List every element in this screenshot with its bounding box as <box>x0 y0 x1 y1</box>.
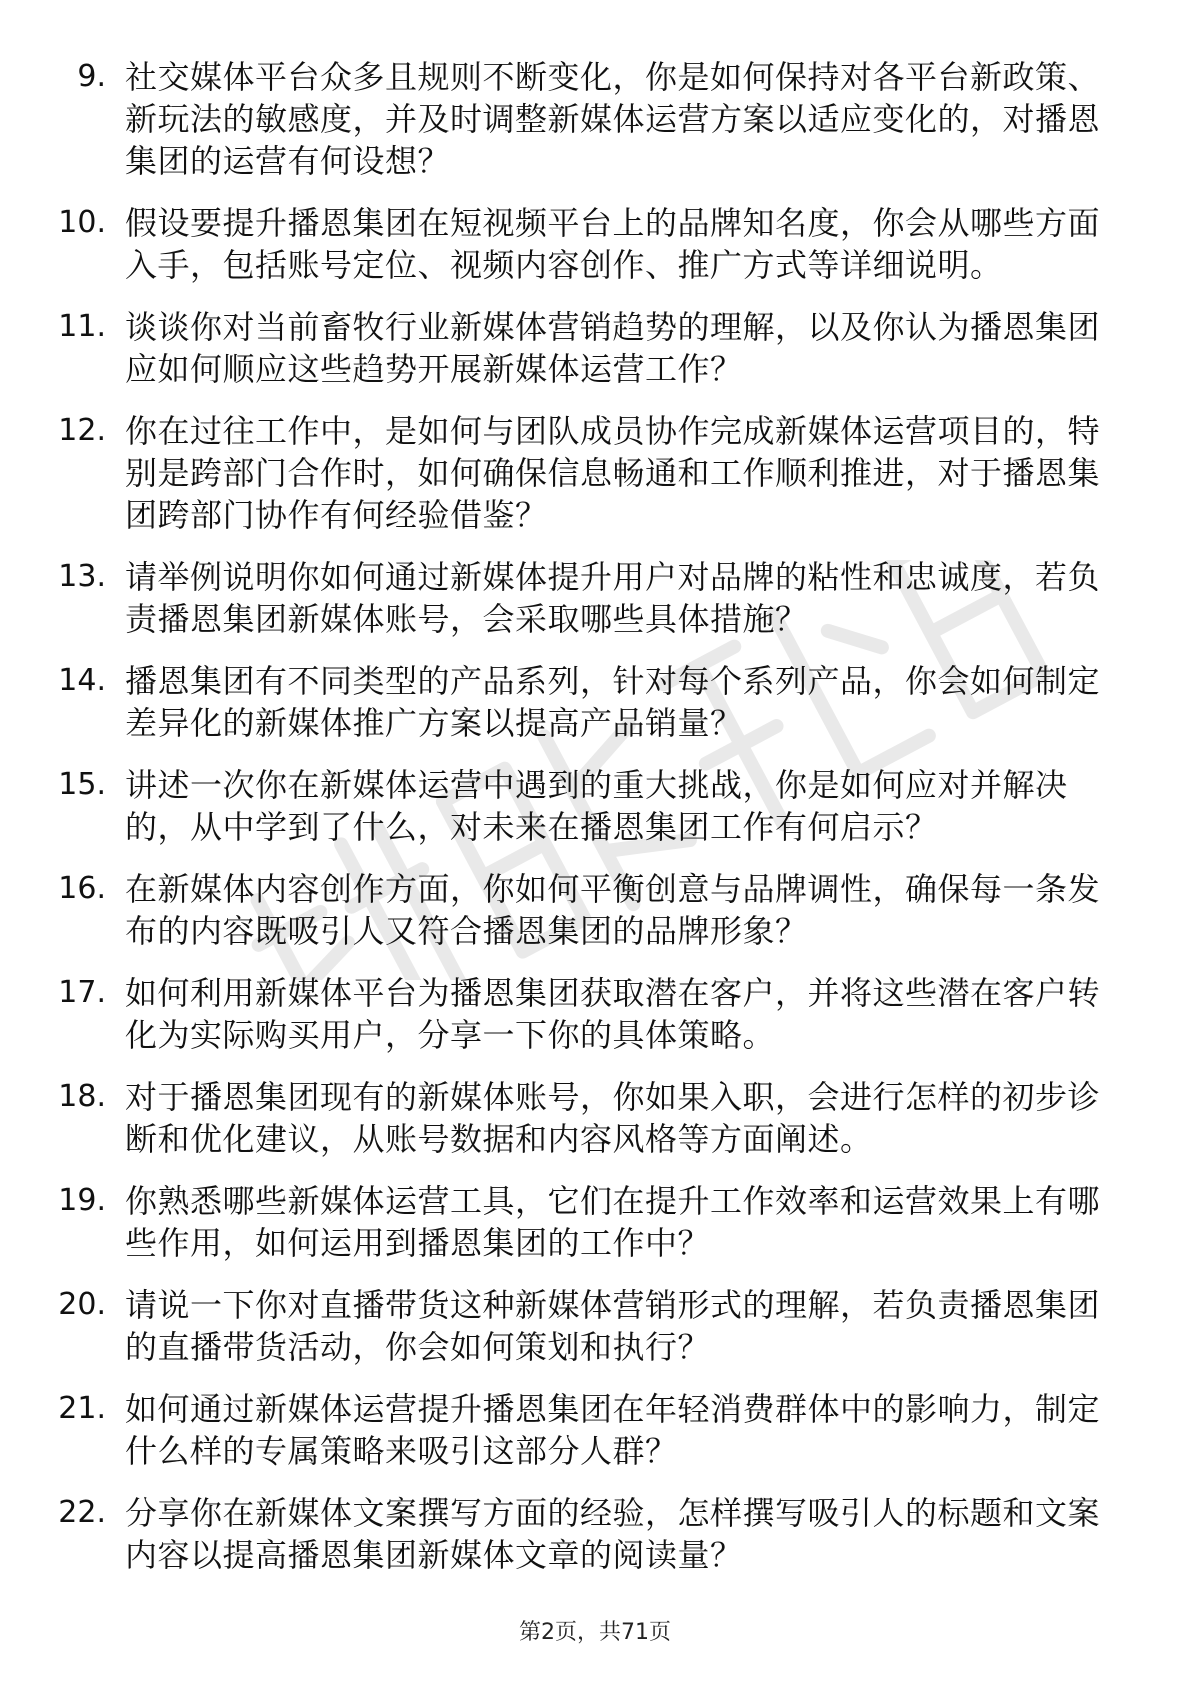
question-number: 10. <box>58 205 106 240</box>
question-number: 18. <box>58 1079 106 1114</box>
question-item <box>0 1180 1190 1264</box>
question-text: 请说一下你对直播带货这种新媒体营销形式的理解，若负责播恩集团的直播带货活动，你会如何策划和执行？ <box>125 1286 1101 1366</box>
question-number: 11. <box>58 309 106 344</box>
question-number: 17. <box>58 975 106 1010</box>
question-number: 15. <box>58 767 106 802</box>
question-text: 分享你在新媒体文案撰写方面的经验，怎样撰写吸引人的标题和文案内容以提高播恩集团新媒体文章的阅读量？ <box>125 1494 1101 1574</box>
question-item <box>0 1388 1190 1472</box>
question-item <box>0 410 1190 536</box>
question-item <box>0 1076 1190 1160</box>
question-text: 你熟悉哪些新媒体运营工具，它们在提升工作效率和运营效果上有哪些作用，如何运用到播恩集团的工作中？ <box>125 1182 1101 1262</box>
question-number: 20. <box>58 1287 106 1322</box>
question-number: 14. <box>58 663 106 698</box>
question-text: 你在过往工作中，是如何与团队成员协作完成新媒体运营项目的，特别是跨部门合作时，如何确保信息畅通和工作顺利推进，对于播恩集团跨部门协作有何经验借鉴？ <box>125 412 1101 534</box>
question-text: 谈谈你对当前畜牧行业新媒体营销趋势的理解，以及你认为播恩集团应如何顺应这些趋势开展新媒体运营工作？ <box>125 308 1101 388</box>
question-text: 对于播恩集团现有的新媒体账号，你如果入职，会进行怎样的初步诊断和优化建议，从账号数据和内容风格等方面阐述。 <box>125 1078 1101 1158</box>
question-text: 请举例说明你如何通过新媒体提升用户对品牌的粘性和忠诚度，若负责播恩集团新媒体账号，会采取哪些具体措施？ <box>125 558 1101 638</box>
question-text: 如何利用新媒体平台为播恩集团获取潜在客户，并将这些潜在客户转化为实际购买用户，分享一下你的具体策略。 <box>125 974 1101 1054</box>
question-item <box>0 972 1190 1056</box>
question-number: 21. <box>58 1391 106 1426</box>
question-item <box>0 306 1190 390</box>
page-number-label: 第2页，共71页 <box>519 1620 671 1645</box>
question-number: 16. <box>58 871 106 906</box>
question-number: 12. <box>58 413 106 448</box>
question-text: 假设要提升播恩集团在短视频平台上的品牌知名度，你会从哪些方面入手，包括账号定位、视频内容创作、推广方式等详细说明。 <box>125 204 1101 284</box>
question-item <box>0 202 1190 286</box>
question-list <box>0 56 1190 1596</box>
question-item <box>0 660 1190 744</box>
question-item <box>0 556 1190 640</box>
question-item <box>0 1492 1190 1576</box>
question-text: 播恩集团有不同类型的产品系列，针对每个系列产品，你会如何制定差异化的新媒体推广方案以提高产品销量？ <box>125 662 1101 742</box>
question-item <box>0 764 1190 848</box>
question-number: 13. <box>58 559 106 594</box>
question-item <box>0 56 1190 182</box>
question-text: 如何通过新媒体运营提升播恩集团在年轻消费群体中的影响力，制定什么样的专属策略来吸引这部分人群？ <box>125 1390 1101 1470</box>
question-item <box>0 868 1190 952</box>
question-item <box>0 1284 1190 1368</box>
question-number: 9. <box>77 59 106 94</box>
question-number: 22. <box>58 1495 106 1530</box>
question-text: 社交媒体平台众多且规则不断变化，你是如何保持对各平台新政策、新玩法的敏感度，并及时调整新媒体运营方案以适应变化的，对播恩集团的运营有何设想？ <box>125 58 1101 180</box>
page-footer <box>0 1618 1190 1648</box>
question-number: 19. <box>58 1183 106 1218</box>
question-text: 讲述一次你在新媒体运营中遇到的重大挑战，你是如何应对并解决的，从中学到了什么，对未来在播恩集团工作有何启示？ <box>125 766 1068 846</box>
question-text: 在新媒体内容创作方面，你如何平衡创意与品牌调性，确保每一条发布的内容既吸引人又符合播恩集团的品牌形象？ <box>125 870 1101 950</box>
